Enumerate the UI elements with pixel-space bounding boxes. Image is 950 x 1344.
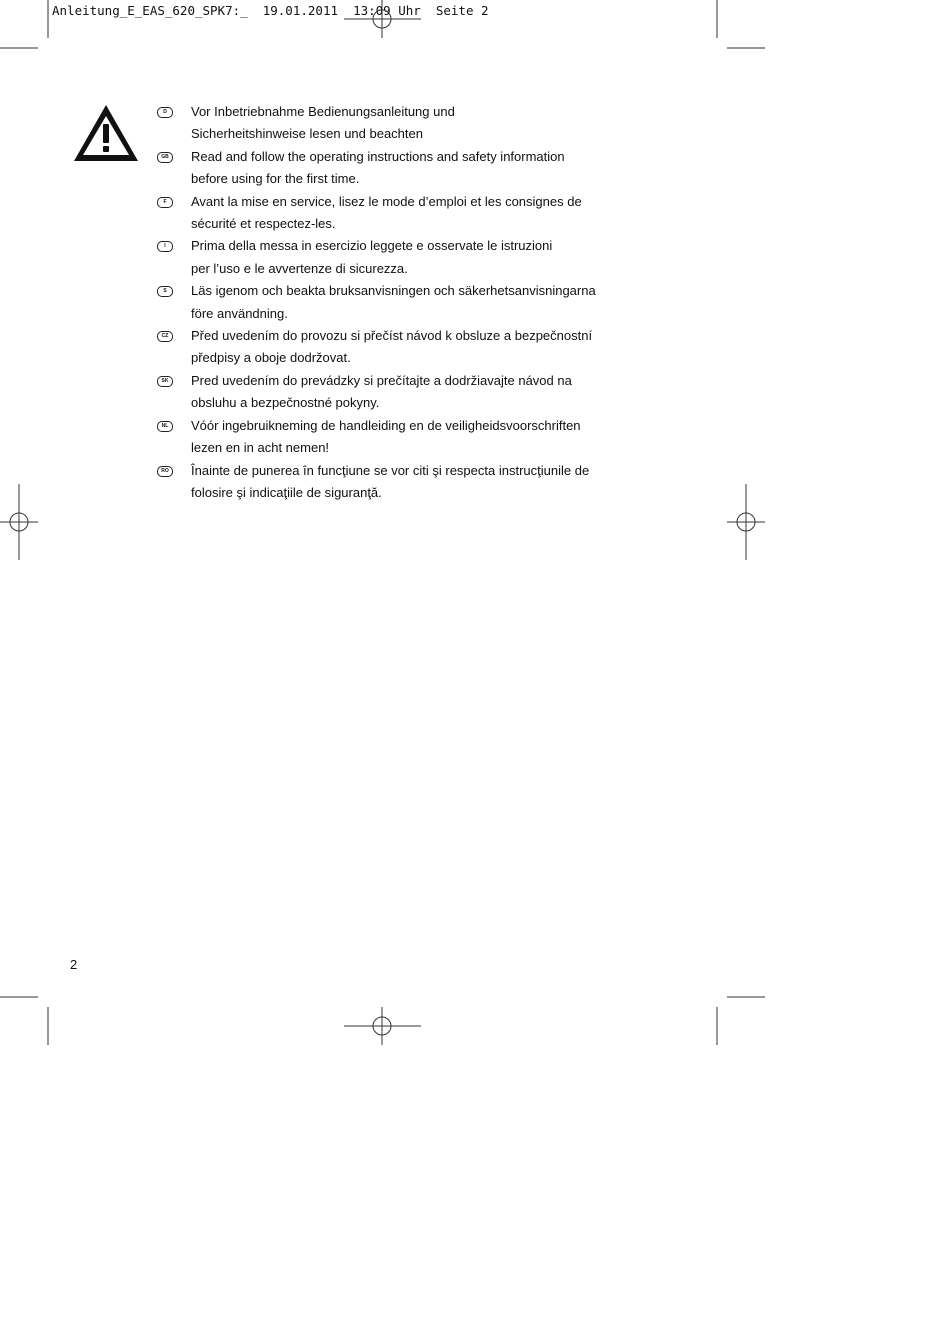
header-slug: Anleitung_E_EAS_620_SPK7:_ [52,3,248,18]
page-number: 2 [70,957,78,972]
language-badge: F [157,197,173,208]
language-badge: SK [157,376,173,387]
instruction-text [191,325,592,370]
language-badge: CZ [157,331,173,342]
instruction-item [157,191,617,236]
instruction-line: per l’uso e le avvertenze di sicurezza. [191,260,408,276]
header-page-label: Seite 2 [435,3,489,18]
instruction-item [157,325,617,370]
instruction-line: Vor Inbetriebnahme Bedienungsanleitung und [191,104,455,119]
instruction-item [157,370,617,415]
instruction-text [191,235,552,280]
instruction-text [191,146,565,191]
header-date: 19.01.2011 [262,3,338,18]
language-badge: D [157,107,173,118]
instruction-text [191,101,455,146]
instruction-item [157,235,617,280]
instruction-line: Pred uvedením do prevádzky si prečítajte a dodržiavajte návod na [191,372,572,388]
instruction-line: före användning. [191,305,288,321]
instruction-line: lezen en in acht nemen! [191,440,330,456]
instruction-item [157,280,617,325]
instruction-line: obsluhu a bezpečnostné pokyny. [191,395,380,411]
instruction-line: Avant la mise en service, lisez le mode d’emploi et les consignes de [191,193,582,209]
instruction-line: Sicherheitshinweise lesen und beachten [191,126,423,142]
instruction-line: Read and follow the operating instructions and safety information [191,148,565,164]
instruction-line: předpisy a oboje dodržovat. [191,350,351,366]
instruction-text [191,280,596,325]
instruction-list [157,101,617,504]
instruction-line: folosire şi indicaţiile de siguranţă. [191,484,382,500]
instruction-line: Înainte de punerea în funcţiune se vor citi şi respecta instrucţiunile de [191,462,590,478]
instruction-line: Läs igenom och beakta bruksanvisningen och säkerhetsanvisningarna [191,283,596,299]
language-badge: RO [157,466,173,477]
instruction-line: Prima della messa in esercizio leggete e osservate le istruzioni [191,238,553,254]
instruction-text [191,191,582,236]
language-badge: I [157,241,173,252]
instruction-line: sécurité et respectez-les. [191,216,336,232]
instruction-item [157,101,617,146]
instruction-line: Před uvedením do provozu si přečíst návod k obsluze a bezpečnostní [191,328,593,344]
language-badge: S [157,286,173,297]
language-badge: GB [157,152,173,163]
instruction-text [191,370,572,415]
warning-triangle-icon [72,103,140,163]
instruction-line: before using for the first time. [191,171,360,187]
instruction-item [157,146,617,191]
instruction-text [191,460,589,505]
instruction-line: Vóór ingebruikneming de handleiding en de veiligheidsvoorschriften [191,417,581,433]
language-badge: NL [157,421,173,432]
instruction-text [191,415,581,460]
instruction-item [157,460,617,505]
header-time: 13:09 Uhr [353,3,421,18]
instruction-item [157,415,617,460]
